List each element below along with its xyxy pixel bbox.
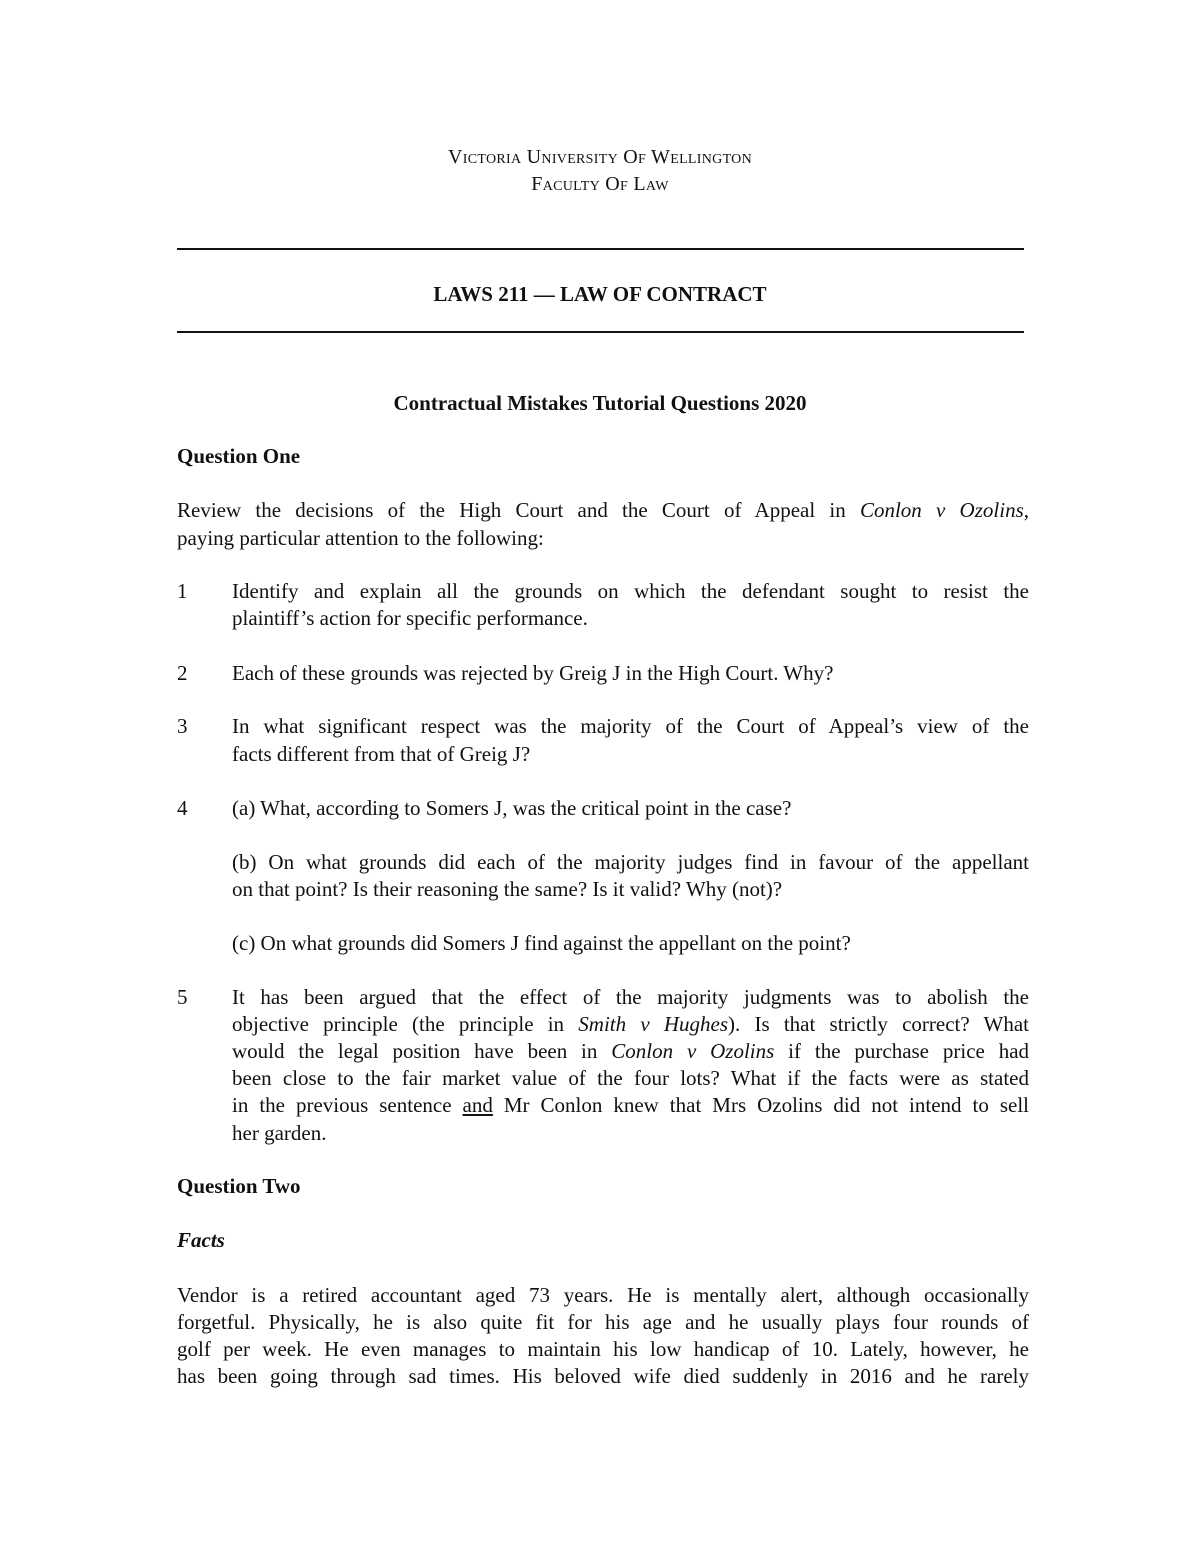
q2-facts-line-4: has been going through sad times. His beloved wife died suddenly in 2016 and he rarely <box>177 1364 1029 1388</box>
q1-intro-line-1: Review the decisions of the High Court and the Court of Appeal in Conlon v Ozolins, <box>177 498 1029 522</box>
item-3-line-2: facts different from that of Greig J? <box>232 742 531 766</box>
item-4b-line-2: on that point? Is their reasoning the same? Is it valid? Why (not)? <box>232 877 783 901</box>
item-5-line-6: her garden. <box>232 1121 327 1145</box>
item-3-number: 3 <box>177 714 188 738</box>
item-1-line-2: plaintiff’s action for specific performance. <box>232 606 588 630</box>
q2-facts-line-3: golf per week. He even manages to maintain his low handicap of 10. Lately, however, he <box>177 1337 1029 1361</box>
course-title: LAWS 211 — LAW OF CONTRACT <box>433 282 767 306</box>
item-5-line-1: It has been argued that the effect of the majority judgments was to abolish the <box>232 985 1029 1009</box>
item-4b-line-1: (b) On what grounds did each of the majority judges find in favour of the appellant <box>232 850 1029 874</box>
item-4a: (a) What, according to Somers J, was the critical point in the case? <box>232 796 792 820</box>
q2-facts-line-2: forgetful. Physically, he is also quite fit for his age and he usually plays four rounds of <box>177 1310 1029 1334</box>
item-5-line-5: in the previous sentence and Mr Conlon knew that Mrs Ozolins did not intend to sell <box>232 1093 1029 1117</box>
item-4-number: 4 <box>177 796 188 820</box>
facts-subheading: Facts <box>177 1228 225 1252</box>
institution-name: Victoria University Of Wellington <box>448 146 752 168</box>
item-2-line-1: Each of these grounds was rejected by Greig J in the High Court. Why? <box>232 661 834 685</box>
item-5-line-4: been close to the fair market value of the four lots? What if the facts were as stated <box>232 1066 1029 1090</box>
item-2-number: 2 <box>177 661 188 685</box>
item-5-line-2: objective principle (the principle in Smith v Hughes). Is that strictly correct? What <box>232 1012 1029 1036</box>
item-1-number: 1 <box>177 579 188 603</box>
question-one-heading: Question One <box>177 444 301 468</box>
top-rule <box>177 248 1024 250</box>
bottom-rule <box>177 331 1024 333</box>
item-5-line-3: would the legal position have been in Conlon v Ozolins if the purchase price had <box>232 1039 1030 1063</box>
item-1-line-1: Identify and explain all the grounds on which the defendant sought to resist the <box>232 579 1029 603</box>
document-title: Contractual Mistakes Tutorial Questions 2020 <box>393 391 807 415</box>
q1-intro-line-2: paying particular attention to the following: <box>177 526 544 550</box>
item-4c: (c) On what grounds did Somers J find against the appellant on the point? <box>232 931 851 955</box>
question-two-heading: Question Two <box>177 1174 301 1198</box>
faculty-name: Faculty Of Law <box>531 173 669 195</box>
q2-facts-line-1: Vendor is a retired accountant aged 73 years. He is mentally alert, although occasionally <box>177 1283 1029 1307</box>
item-5-number: 5 <box>177 985 188 1009</box>
item-3-line-1: In what significant respect was the majority of the Court of Appeal’s view of the <box>232 714 1029 738</box>
